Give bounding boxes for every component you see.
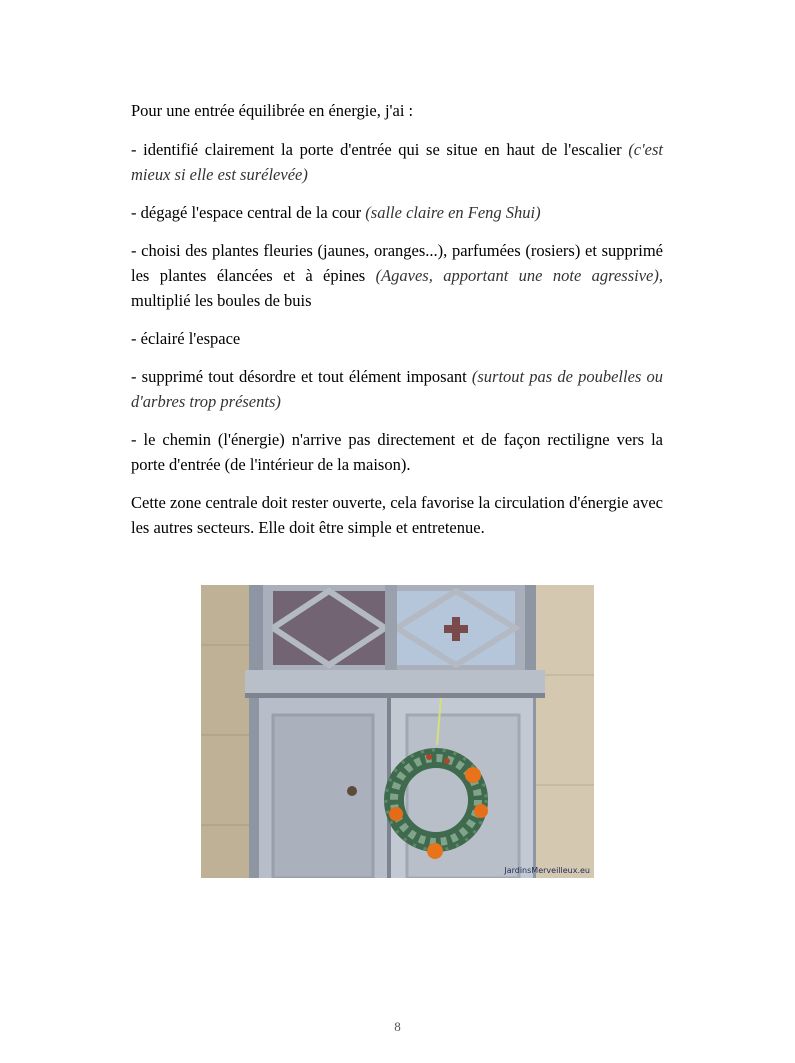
list-item: - dégagé l'espace central de la cour (salle claire en Feng Shui) [131,203,541,222]
list-item: - choisi des plantes fleuries (jaunes, oranges...), parfumées (rosiers) et supprimé les plantes élancées et à épines (Agaves, apportant une note agressive), multiplié les boules de buis [131,241,663,310]
door-wreath-photo [201,585,594,878]
list-item: - le chemin (l'énergie) n'arrive pas directement et de façon rectiligne vers la porte d'entrée (de l'intérieur de la maison). [131,430,663,474]
list-item: - supprimé tout désordre et tout élément imposant (surtout pas de poubelles ou d'arbres trop présents) [131,367,663,411]
list-item: - identifié clairement la porte d'entrée qui se situe en haut de l'escalier (c'est mieux si elle est surélevée) [131,140,663,184]
document-body [131,98,663,553]
conclusion-paragraph: Cette zone centrale doit rester ouverte, cela favorise la circulation d'énergie avec les autres secteurs. Elle doit être simple et entretenue. [131,493,663,537]
door-illustration [201,585,594,878]
page-number: 8 [394,1019,401,1034]
intro-paragraph: Pour une entrée équilibrée en énergie, j'ai : [131,101,414,120]
list-item: - éclairé l'espace [131,329,241,348]
photo-watermark: JardinsMerveilleux.eu [504,866,590,875]
